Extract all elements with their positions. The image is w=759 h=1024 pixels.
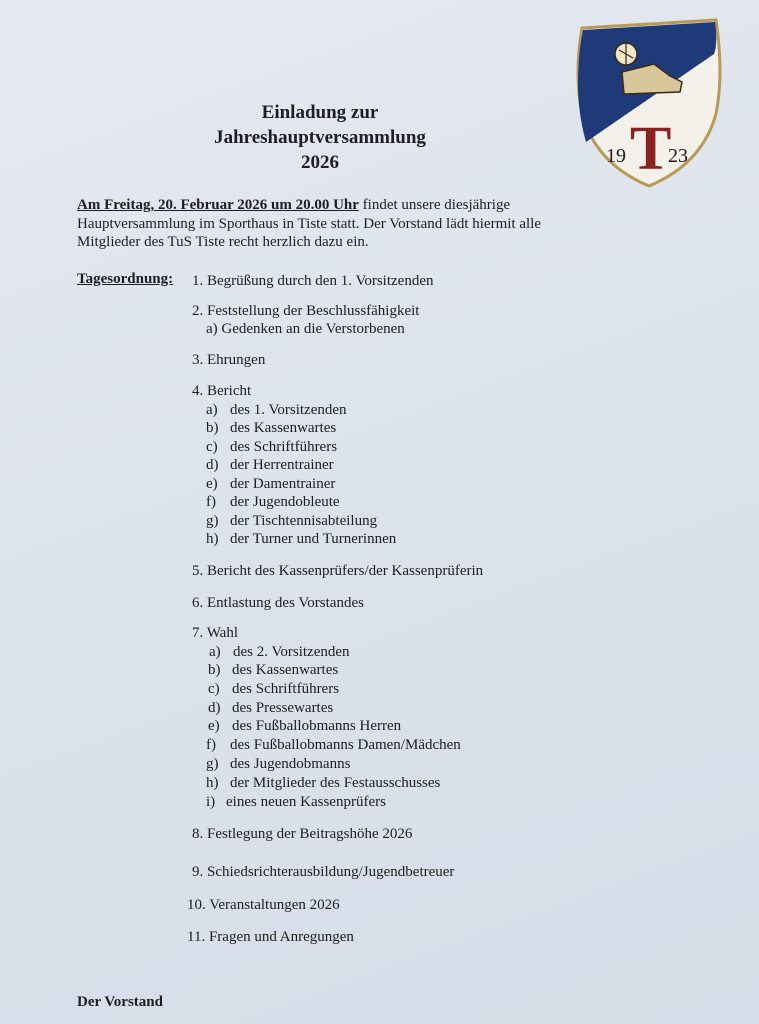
sub-letter: a) bbox=[206, 321, 218, 337]
agenda-item-7-sub: e) des Fußballobmanns Herren bbox=[208, 718, 402, 734]
agenda-item-7-sub: d) des Pressewartes bbox=[208, 700, 334, 716]
agenda-item-4-sub: h) der Turner und Turnerinnen bbox=[206, 531, 397, 547]
sub-text: Gedenken an die Verstorbenen bbox=[221, 321, 405, 337]
agenda-item-5: 5. Bericht des Kassenprüfers/der Kassenprüferin bbox=[192, 563, 484, 579]
agenda-item-7-sub: b) des Kassenwartes bbox=[208, 662, 339, 678]
agenda-item-4: 4. Bericht bbox=[192, 383, 252, 399]
agenda-item-7-sub: g) des Jugendobmanns bbox=[206, 756, 351, 772]
agenda-item-2-sub-a bbox=[206, 320, 405, 338]
intro-line-1: findet unsere diesjährige bbox=[358, 197, 511, 213]
agenda-item-7-sub: h) der Mitglieder des Festausschusses bbox=[206, 775, 441, 791]
agenda-item-4-sub: b) des Kassenwartes bbox=[206, 420, 337, 436]
agenda-item-7: 7. Wahl bbox=[192, 625, 239, 641]
club-crest-logo bbox=[574, 14, 724, 192]
title-line-3: 2026 bbox=[301, 152, 339, 173]
agenda-item-11: 11. Fragen und Anregungen bbox=[187, 929, 354, 945]
intro-date-lead: Am Freitag, 20. Februar 2026 um 20.00 Uhr bbox=[77, 197, 359, 213]
agenda-item-1: 1. Begrüßung durch den 1. Vorsitzenden bbox=[192, 273, 434, 289]
agenda-item-4-sub: e) der Damentrainer bbox=[206, 476, 336, 492]
agenda-item-10: 10. Veranstaltungen 2026 bbox=[187, 897, 340, 913]
agenda-item-4-sub: g) der Tischtennisabteilung bbox=[206, 513, 378, 529]
agenda-item-4-sub: f) der Jugendobleute bbox=[206, 494, 340, 510]
agenda-item-4-sub: c) des Schriftführers bbox=[206, 439, 338, 455]
intro-line-3: Mitglieder des TuS Tiste recht herzlich dazu ein. bbox=[77, 234, 369, 250]
title-line-1: Einladung zur bbox=[261, 102, 379, 123]
signature-board: Der Vorstand bbox=[77, 994, 163, 1010]
title-line-2: Jahreshauptversammlung bbox=[214, 127, 426, 148]
agenda-item-6: 6. Entlastung des Vorstandes bbox=[192, 595, 364, 611]
agenda-item-4-sub: a) des 1. Vorsitzenden bbox=[206, 402, 347, 418]
logo-year-right: 23 bbox=[668, 145, 688, 167]
agenda-item-4-sub: d) der Herrentrainer bbox=[206, 457, 334, 473]
agenda-item-7-sub: f) des Fußballobmanns Damen/Mädchen bbox=[206, 737, 461, 753]
agenda-item-7-sub: c) des Schriftführers bbox=[208, 681, 340, 697]
agenda-item-8: 8. Festlegung der Beitragshöhe 2026 bbox=[192, 826, 413, 842]
logo-year-left: 19 bbox=[606, 145, 626, 167]
agenda-label: Tagesordnung: bbox=[77, 271, 174, 287]
agenda-item-7-sub: i) eines neuen Kassenprüfers bbox=[206, 794, 386, 810]
intro-line-2: Hauptversammlung im Sporthaus in Tiste statt. Der Vorstand lädt hiermit alle bbox=[77, 215, 541, 232]
agenda-item-7-sub: a) des 2. Vorsitzenden bbox=[209, 644, 350, 660]
intro-paragraph bbox=[77, 196, 637, 252]
agenda-item-2: 2. Feststellung der Beschlussfähigkeit bbox=[192, 303, 420, 319]
logo-letter: T bbox=[630, 115, 672, 183]
agenda-item-9: 9. Schiedsrichterausbildung/Jugendbetreuer bbox=[192, 864, 455, 880]
document-title bbox=[160, 100, 480, 175]
agenda-item-3: 3. Ehrungen bbox=[192, 352, 266, 368]
